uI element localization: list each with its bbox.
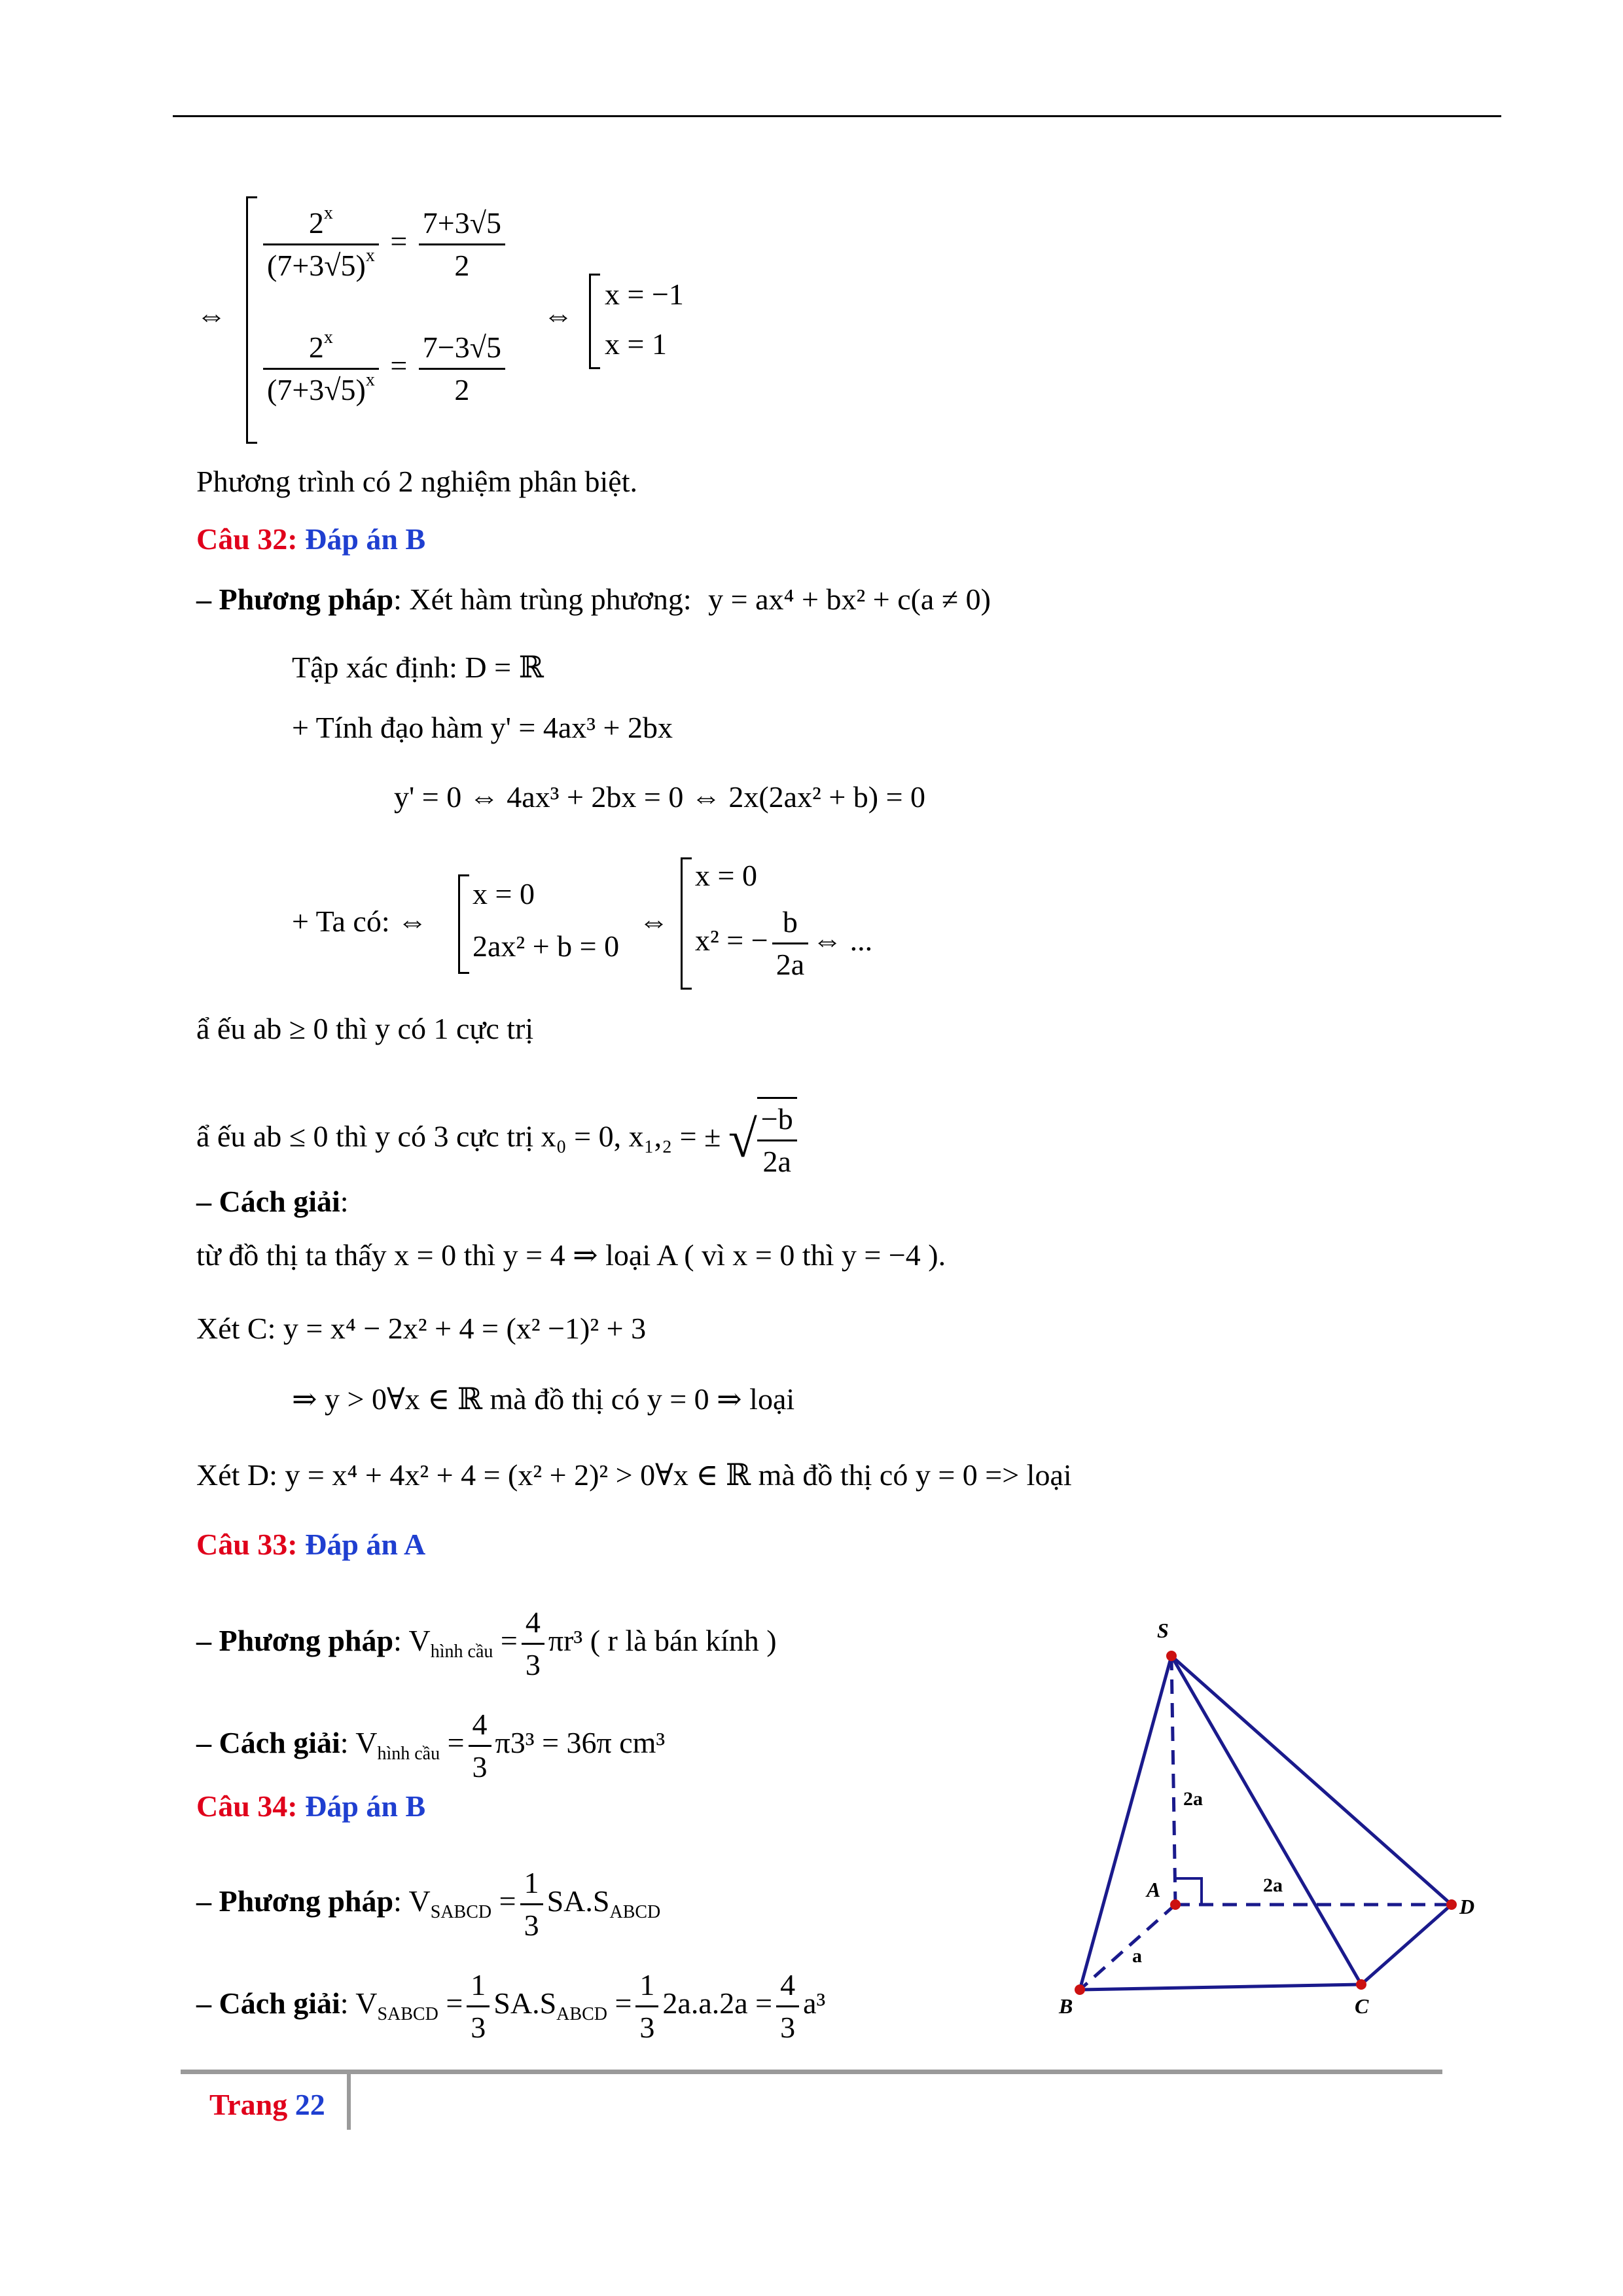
q34-solve-mid2: 2a.a.2a = (662, 1986, 773, 2020)
q34-solve-end: a³ (803, 1986, 826, 2020)
q34-solve-den2: 3 (639, 2011, 655, 2044)
q32-sys2-b-lhs: x² = − (695, 924, 768, 958)
top-equiv-2: ⇔ (543, 298, 573, 332)
q32-sys2-b-den: 2a (776, 948, 805, 981)
q33-frac-den: 3 (525, 1648, 541, 1681)
footer-label: Trang (209, 2088, 288, 2121)
q32-answer: Đáp án B (305, 522, 426, 556)
q33-solve-pre: : V (340, 1726, 378, 1760)
row2-rhs-den: 2 (454, 373, 470, 406)
q32-bracket-2 (681, 857, 692, 990)
q32-equiv: ⇔ (639, 905, 669, 938)
row1-lhs-den: (7+3√5) (267, 249, 366, 282)
footer-rule (181, 2070, 1442, 2074)
q32-domain: Tập xác định: D = ℝ (292, 651, 544, 684)
right-angle-mark (1175, 1878, 1202, 1905)
q34-solve-pre: : V (340, 1986, 378, 2020)
q32-sys1-a: x = 0 (473, 877, 535, 910)
q32-title (196, 520, 425, 559)
q32-sys2-a: x = 0 (695, 859, 757, 892)
edge-SB (1080, 1656, 1171, 1990)
sol-2: x = 1 (605, 327, 667, 361)
q34-solve-den1: 3 (471, 2011, 486, 2044)
row2-lhs-den: (7+3√5) (267, 373, 366, 406)
q34-solve-sub: SABCD (377, 2004, 438, 2025)
q34-method-sub: SABCD (430, 1902, 492, 1923)
top-bracket-1 (246, 196, 257, 444)
q32-method (196, 580, 991, 619)
q33-solve-num: 4 (469, 1704, 491, 1747)
q34-method-post-sub: ABCD (609, 1902, 661, 1923)
q34-frac-num: 1 (520, 1863, 543, 1905)
footer-divider (347, 2071, 351, 2130)
q33-solve-den: 3 (472, 1750, 488, 1784)
q34-solve-mid: SA.S (493, 1986, 557, 2020)
footer-page (209, 2085, 325, 2125)
row1-rhs-den: 2 (454, 249, 470, 282)
q33-method-pre: : V (393, 1624, 431, 1658)
q32-deriv: + Tính đạo hàm y' = 4ax³ + 2bx (292, 711, 673, 744)
q33-frac-num: 4 (522, 1602, 544, 1645)
q34-title (196, 1787, 425, 1826)
q34-solve-mid-sub: ABCD (556, 2004, 607, 2025)
edge-SD (1171, 1656, 1452, 1905)
q33-answer: Đáp án A (305, 1528, 426, 1561)
point-B (1075, 1985, 1084, 1994)
q32-solve-colon: : (340, 1185, 349, 1218)
q34-frac-den: 3 (524, 1909, 539, 1942)
label-C: C (1355, 1994, 1369, 2018)
edge-AB (1080, 1905, 1175, 1990)
q32-solve1: từ đồ thị ta thấy x = 0 thì y = 4 ⇒ loại A ( vì x = 0 thì y = −4 ). (196, 1238, 946, 1272)
q32-xd: Xét D: y = x⁴ + 4x² + 4 = (x² + 2)² > 0∀x ∈ ℝ mà đồ thị có y = 0 => loại (196, 1458, 1072, 1492)
q33-title (196, 1525, 425, 1564)
sol-1: x = −1 (605, 278, 684, 311)
q34-solve-eq2: = (615, 1986, 632, 2020)
q33-solve-label: – Cách giải (196, 1726, 340, 1760)
q32-deriv-eq: y' = 0 ⇔ 4ax³ + 2bx = 0 ⇔ 2x(2ax² + b) = 0 (394, 780, 926, 814)
q32-case2-den: 2a (762, 1145, 791, 1178)
edge-CD (1361, 1905, 1452, 1984)
q33-method-label: – Phương pháp (196, 1624, 394, 1658)
edge-BC (1080, 1984, 1361, 1990)
q32-xc2: ⇒ y > 0∀x ∈ ℝ mà đồ thị có y = 0 ⇒ loại (292, 1382, 795, 1416)
q32-case1: ẩ ếu ab ≥ 0 thì y có 1 cực trị (196, 1012, 534, 1045)
label-S: S (1157, 1619, 1169, 1642)
q32-method-text: : Xét hàm trùng phương: (393, 583, 692, 616)
top-bracket-2 (589, 274, 600, 369)
label-AD: 2a (1263, 1874, 1283, 1896)
row2-lhs-num: 2 (308, 331, 324, 364)
q34-method-eq: = (499, 1884, 516, 1918)
top-equiv: ⇔ (196, 298, 226, 332)
q33-solve (196, 1704, 665, 1787)
q34-method-label: – Phương pháp (196, 1884, 394, 1918)
point-D (1447, 1900, 1456, 1909)
q32-xc: Xét C: y = x⁴ − 2x² + 4 = (x² −1)² + 3 (196, 1312, 647, 1345)
edge-SC (1171, 1656, 1361, 1984)
q32-sys2-b (695, 902, 872, 985)
q33-method-sub: hình cầu (430, 1641, 493, 1662)
q33-solve-post: π3³ = 36π cm³ (495, 1726, 666, 1760)
row1-lhs-num-exp: x (323, 203, 333, 223)
footer-number: 22 (294, 2088, 325, 2121)
q33-num: Câu 33: (196, 1528, 298, 1561)
q34-method-post: SA.S (546, 1884, 610, 1918)
q33-solve-eq: = (447, 1726, 465, 1760)
q34-solve-den3: 3 (780, 2011, 796, 2044)
q32-tail: ⇔ ... (812, 924, 873, 958)
q34-num: Câu 34: (196, 1789, 298, 1823)
q34-solve-num2: 1 (635, 1965, 658, 2007)
q34-solve-num3: 4 (776, 1965, 799, 2007)
q32-sys1-b: 2ax² + b = 0 (473, 929, 620, 963)
q32-bracket-1 (458, 874, 469, 974)
label-B: B (1059, 1994, 1073, 2018)
row2-lhs-num-exp: x (323, 327, 333, 348)
q34-solve-num1: 1 (467, 1965, 490, 2007)
row1-rhs-num: 7+3√5 (419, 203, 505, 245)
header-rule (173, 115, 1501, 117)
q32-case2-num: −b (757, 1099, 797, 1141)
q32-num: Câu 32: (196, 522, 298, 556)
q33-method-eq: = (500, 1624, 518, 1658)
row2-lhs-den-exp: x (365, 370, 375, 390)
point-S (1167, 1651, 1176, 1660)
q32-method-label: – Phương pháp (196, 583, 394, 616)
q32-solve-label: – Cách giải (196, 1185, 340, 1218)
point-C (1357, 1980, 1366, 1989)
pyramid-figure (1047, 1617, 1492, 2036)
q32-case2-text: ẩ ếu ab ≤ 0 thì y có 3 cực trị x₀ = 0, x₁,₂ = ± (196, 1119, 721, 1153)
label-AB: a (1132, 1945, 1142, 1967)
label-A: A (1147, 1878, 1161, 1901)
q34-answer: Đáp án B (305, 1789, 426, 1823)
q33-method-post: πr³ ( r là bán kính ) (548, 1624, 777, 1658)
row2-equals: = (390, 349, 408, 383)
label-SA: 2a (1183, 1788, 1203, 1810)
conclusion: Phương trình có 2 nghiệm phân biệt. (196, 465, 638, 498)
sqrt-icon: √ (728, 1111, 757, 1168)
q34-method-pre: : V (393, 1884, 431, 1918)
q32-sys2-b-num: b (772, 902, 808, 944)
q32-method-formula: y = ax⁴ + bx² + c(a ≠ 0) (708, 583, 991, 616)
q33-method (196, 1602, 777, 1685)
row2-rhs-num: 7−3√5 (419, 327, 505, 370)
edge-SA (1171, 1656, 1175, 1905)
q34-solve (196, 1965, 825, 2048)
row1-equals: = (390, 224, 408, 259)
q34-solve-label: – Cách giải (196, 1986, 340, 2020)
label-D: D (1459, 1895, 1475, 1918)
q34-solve-eq: = (446, 1986, 463, 2020)
q32-case2 (196, 1097, 801, 1182)
q34-method (196, 1863, 660, 1946)
q33-solve-sub: hình cầu (377, 1744, 440, 1765)
row1-lhs-den-exp: x (365, 245, 375, 266)
row2-lhs-frac (259, 327, 509, 410)
point-A (1171, 1900, 1180, 1909)
q32-taco: + Ta có: ⇔ (292, 905, 428, 938)
q32-solve-heading (196, 1182, 349, 1221)
row1-lhs-num: 2 (308, 206, 324, 240)
row1-lhs-frac (259, 203, 509, 286)
